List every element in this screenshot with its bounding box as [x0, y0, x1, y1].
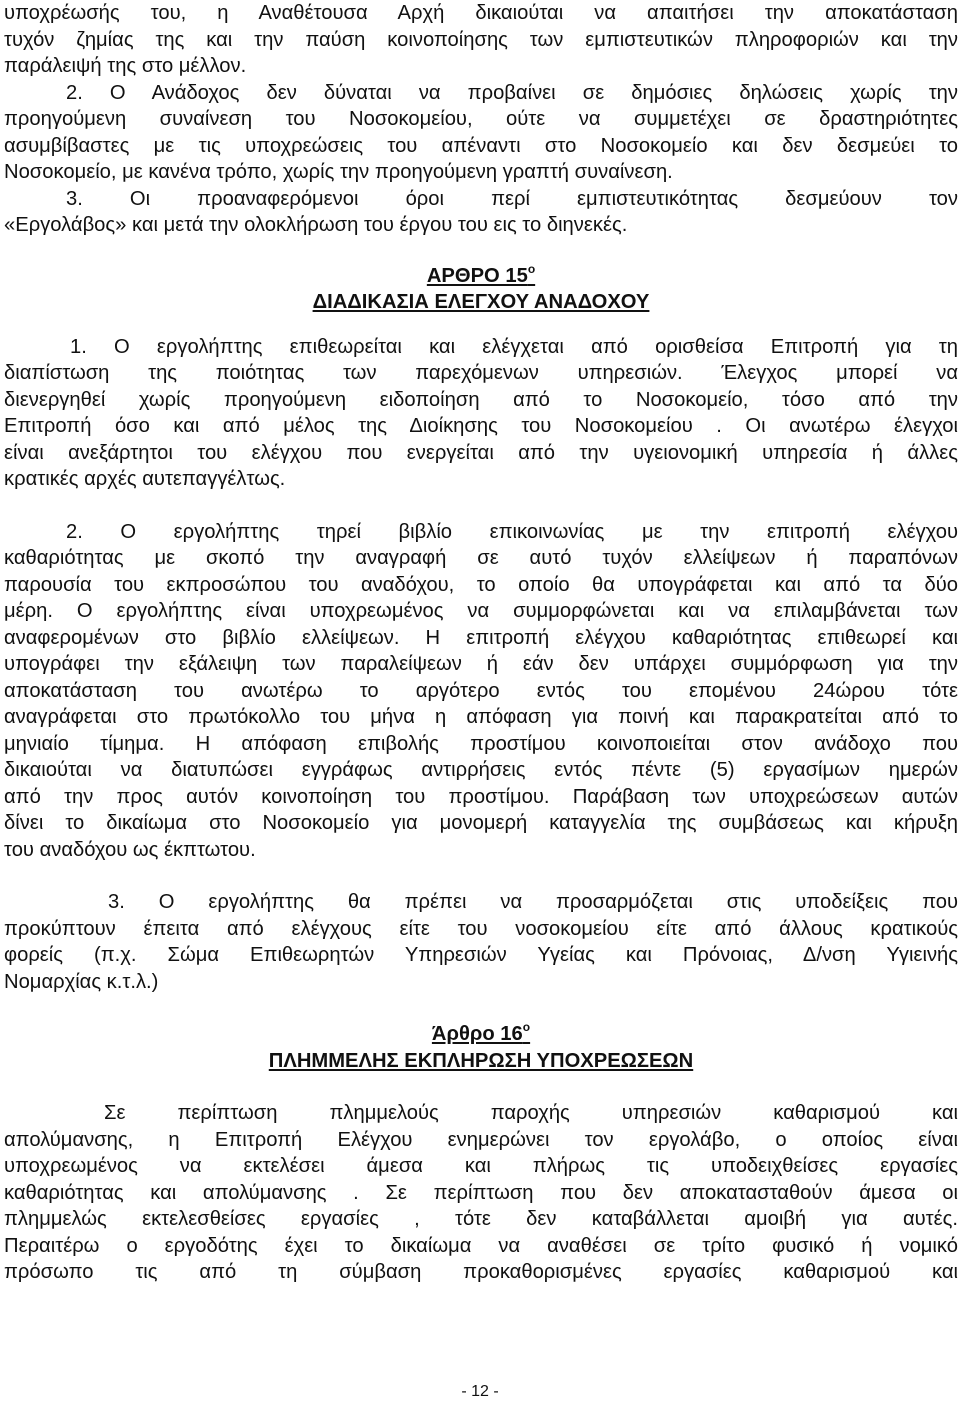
text-line: δίνει το δικαίωμα στο Νοσοκομείο για μονομερή καταγγελία της συμβάσεως και κήρυξη: [4, 812, 958, 834]
intro-paragraph: [4, 0, 958, 80]
article-15-paragraph-1: [4, 334, 958, 493]
article-16-paragraph-1: [4, 1100, 958, 1286]
article-subtitle: ΔΙΑΔΙΚΑΣΙΑ ΕΛΕΓΧΟΥ ΑΝΑΔΟΧΟΥ: [312, 291, 650, 313]
article-15-paragraph-3: [4, 889, 958, 995]
article-title: ΑΡΘΡΟ $15^o$: [426, 261, 536, 287]
article-15-paragraph-2: [4, 519, 958, 864]
text-line: του αναδόχου ως έκπτωτου.: [4, 838, 256, 861]
text-line: Επιτροπή όσο και από μέλος της Διοίκησης του Νοσοκομείου . Οι ανωτέρω έλεγχοι: [4, 415, 958, 437]
text-line: προηγούμενη συναίνεση του Νοσοκομείου, ούτε να συμμετέχει σε δραστηριότητες: [4, 108, 958, 130]
text-line: διενεργηθεί χωρίς προηγούμενη ειδοποίηση από το Νοσοκομείο, τόσο από την: [4, 388, 958, 411]
text-line: υπογράφει την εξάλειψη των παραλείψεων ή εάν δεν υπάρχει συμμόρφωση για την: [4, 653, 958, 675]
clause-2: [4, 80, 958, 186]
text-line: καθαριότητας και απολύμανσης . Σε περίπτωση που δεν αποκατασταθούν άμεσα οι: [4, 1181, 958, 1204]
article-subtitle: ΠΛΗΜΜΕΛΗΣ ΕΚΠΛΗΡΩΣΗ ΥΠΟΧΡΕΩΣΕΩΝ: [268, 1049, 694, 1072]
text-line: αναφερομένων στο βιβλίο ελλείψεων. Η επιτροπή ελέγχου καθαριότητας επιθεωρεί και: [4, 626, 958, 649]
page-number: - 12 -: [461, 1383, 499, 1400]
clause-3: [4, 186, 958, 239]
text-line: τυχόν ζημίας της και την παύση κοινοποίησης των εμπιστευτικών πληροφοριών και την: [4, 28, 958, 51]
text-line: αναγράφεται στο πρωτόκολλο του μήνα η απόφαση για ποινή και παρακρατείται από το: [4, 706, 958, 728]
text-line: είναι ανεξάρτητοι του ελέγχου που ενεργείται από την υγειονομική υπηρεσία ή άλλες: [4, 441, 958, 464]
text-line: παρουσία του εκπροσώπου του αναδόχου, το οποίο θα υπογράφεται και από τα δύο: [4, 573, 958, 596]
text-line: κρατικές αρχές αυτεπαγγέλτως.: [4, 468, 286, 490]
text-line: αποκατάσταση του ανωτέρω το αργότερο εντός του επομένου 24ώρου τότε: [4, 679, 958, 702]
text-line: απολύμανσης, η Επιτροπή Ελέγχου ενημερώνει τον εργολάβο, ο οποίος είναι: [4, 1128, 958, 1151]
text-line: 2. Ο εργολήπτης τηρεί βιβλίο επικοινωνίας με την επιτροπή ελέγχου: [66, 520, 958, 543]
text-line: μηνιαίο τίμημα. Η απόφαση επιβολής προστίμου κοινοποιείται στον ανάδοχο που: [4, 732, 958, 755]
text-line: 3. Οι προαναφερόμενοι όροι περί εμπιστευτικότητας δεσμεύουν τον: [66, 187, 958, 210]
text-line: ασυμβίβαστες με τις υποχρεώσεις του απέναντι στο Νοσοκομείο και δεν δεσμεύει το: [4, 134, 958, 157]
text-line: 3. Ο εργολήπτης θα πρέπει να προσαρμόζεται στις υποδείξεις που: [108, 891, 958, 913]
text-line: Νομαρχίας κ.τ.λ.): [4, 970, 159, 993]
text-line: υποχρέωσής του, η Αναθέτουσα Αρχή δικαιούται να απαιτήσει την αποκατάσταση: [4, 2, 958, 24]
text-line: πρόσωπο τις από τη σύμβαση προκαθορισμένες εργασίες καθαρισμού και: [4, 1261, 958, 1283]
article-title: Άρθρο $16^o$: [431, 1020, 531, 1045]
text-line: 2. Ο Ανάδοχος δεν δύναται να προβαίνει σε δημόσιες δηλώσεις χωρίς την: [66, 81, 958, 104]
text-line: «Εργολάβος» και μετά την ολοκλήρωση του έργου του εις το διηνεκές.: [4, 214, 628, 236]
text-line: μέρη. Ο εργολήπτης είναι υποχρεωμένος να συμμορφώνεται και να επιλαμβάνεται των: [4, 600, 958, 622]
article-16-heading: [4, 1021, 958, 1074]
text-line: Νοσοκομείο, με κανένα τρόπο, χωρίς την προηγούμενη γραπτή συναίνεση.: [4, 161, 673, 183]
text-line: πλημμελώς εκτελεσθείσες εργασίες , τότε δεν καταβάλλεται αμοιβή για αυτές.: [4, 1208, 958, 1230]
text-line: υποχρεωμένος να εκτελέσει άμεσα και πλήρως τις υποδειχθείσες εργασίες: [4, 1155, 958, 1177]
text-line: Σε περίπτωση πλημμελούς παροχής υπηρεσιών καθαρισμού και: [104, 1102, 958, 1124]
text-line: Περαιτέρω ο εργοδότης έχει το δικαίωμα να αναθέσει σε τρίτο φυσικό ή νομικό: [4, 1234, 958, 1257]
article-15-heading: [4, 263, 958, 316]
text-line: διαπίστωση της ποιότητας των παρεχόμενων υπηρεσιών. Έλεγχος μπορεί να: [4, 362, 958, 384]
text-line: παράλειψή της στο μέλλον.: [4, 55, 247, 77]
text-line: δικαιούται να διατυπώσει εγγράφως αντιρρήσεις εντός πέντε (5) εργασίμων ημερών: [4, 759, 958, 781]
text-line: καθαριότητας με σκοπό την αναγραφή σε αυτό τυχόν ελλείψεων ή παραπόνων: [4, 547, 958, 569]
text-line: φορείς (π.χ. Σώμα Επιθεωρητών Υπηρεσιών Υγείας και Πρόνοιας, Δ/νση Υγιεινής: [4, 944, 958, 966]
text-line: 1. Ο εργολήπτης επιθεωρείται και ελέγχεται από ορισθείσα Επιτροπή για τη: [70, 335, 958, 358]
document-page: [4, 0, 958, 1286]
text-line: από την προς αυτόν κοινοποίηση του προστίμου. Παράβαση των υποχρεώσεων αυτών: [4, 785, 958, 808]
text-line: προκύπτουν έπειτα από ελέγχους είτε του νοσοκομείου είτε από άλλους κρατικούς: [4, 917, 958, 940]
